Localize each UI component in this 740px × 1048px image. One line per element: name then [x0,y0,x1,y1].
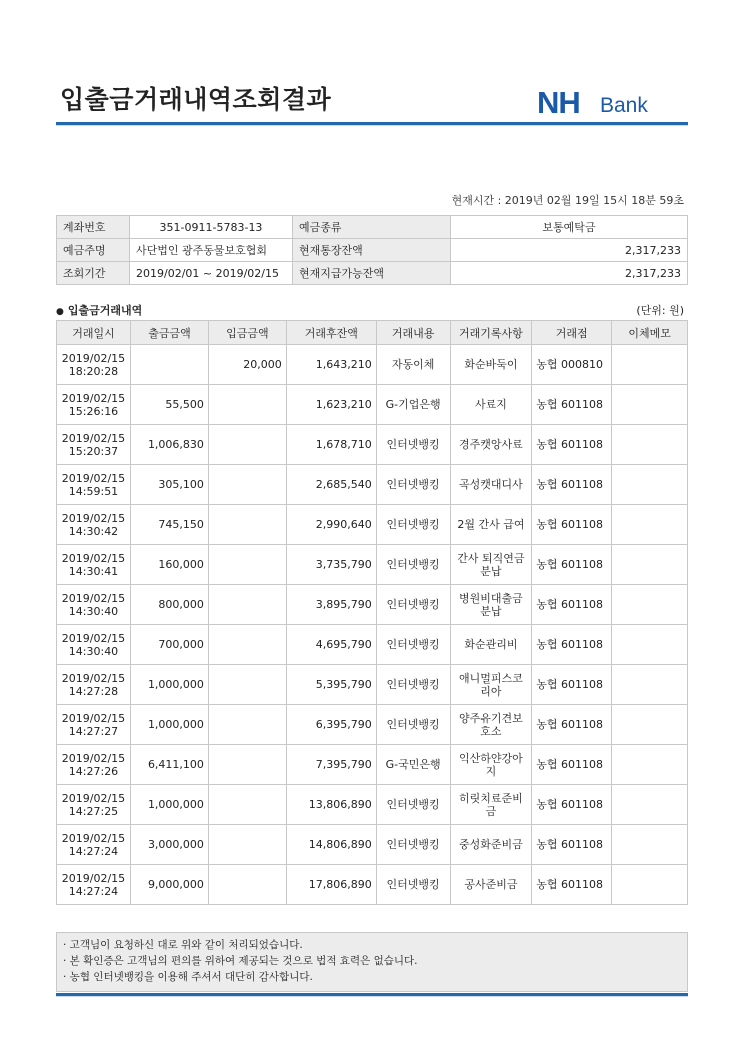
table-row [57,505,688,545]
cell-withdraw: 1,000,000 [130,705,208,745]
cell-balance: 7,395,790 [286,745,376,785]
cell-content: 인터넷뱅킹 [376,505,450,545]
cell-time: 14:30:40 [68,644,119,658]
cell-transfer-memo [612,465,688,505]
bullet-icon: ● [56,307,64,317]
cell-deposit [208,745,286,785]
notice-box [56,932,688,992]
cell-branch: 농협 601108 [532,825,612,865]
cell-time: 14:27:24 [68,884,119,898]
table-row [57,425,688,465]
col-header-datetime: 거래일시 [57,321,131,345]
cell-datetime [57,385,131,425]
cell-balance: 2,990,640 [286,505,376,545]
cell-branch: 농협 601108 [532,665,612,705]
section-title [56,302,142,318]
cell-withdraw: 3,000,000 [130,825,208,865]
col-header-withdraw: 출금금액 [130,321,208,345]
cell-branch: 농협 601108 [532,545,612,585]
cell-transfer-memo [612,345,688,385]
table-row [57,345,688,385]
col-header-branch: 거래점 [532,321,612,345]
cell-memo: 화순관리비 [450,625,532,665]
cell-content: 인터넷뱅킹 [376,865,450,905]
cell-time: 14:27:28 [68,684,119,698]
account-number-label: 계좌번호 [57,216,130,239]
cell-time: 14:27:25 [68,804,119,818]
cell-content: 인터넷뱅킹 [376,825,450,865]
cell-memo: 곡성캣대디사 [450,465,532,505]
col-header-deposit: 입금금액 [208,321,286,345]
owner-label: 예금주명 [57,239,130,262]
cell-content: 인터넷뱅킹 [376,785,450,825]
cell-date: 2019/02/15 [61,511,126,525]
cell-deposit [208,465,286,505]
logo-nh: NH [537,85,580,120]
cell-deposit [208,425,286,465]
cell-deposit [208,785,286,825]
cell-content: 인터넷뱅킹 [376,705,450,745]
table-row [57,705,688,745]
cell-time: 14:30:40 [68,604,119,618]
cell-branch: 농협 601108 [532,705,612,745]
period-value: 2019/02/01 ~ 2019/02/15 [130,262,293,285]
cell-date: 2019/02/15 [61,751,126,765]
cell-deposit [208,625,286,665]
period-label: 조회기간 [57,262,130,285]
cell-content: 자동이체 [376,345,450,385]
cell-datetime [57,465,131,505]
cell-branch: 농협 601108 [532,625,612,665]
cell-balance: 4,695,790 [286,625,376,665]
cell-deposit [208,825,286,865]
cell-memo: 중성화준비금 [450,825,532,865]
cell-deposit [208,585,286,625]
balance-value: 2,317,233 [451,239,688,262]
cell-deposit: 20,000 [208,345,286,385]
cell-content: 인터넷뱅킹 [376,425,450,465]
cell-balance: 5,395,790 [286,665,376,705]
cell-date: 2019/02/15 [61,631,126,645]
cell-balance: 1,643,210 [286,345,376,385]
cell-memo: 화순바둑이 [450,345,532,385]
cell-transfer-memo [612,865,688,905]
cell-transfer-memo [612,825,688,865]
transactions-table [56,320,688,905]
cell-transfer-memo [612,665,688,705]
cell-deposit [208,385,286,425]
footer-divider-light [56,996,688,997]
cell-date: 2019/02/15 [61,391,126,405]
cell-content: 인터넷뱅킹 [376,585,450,625]
cell-withdraw: 700,000 [130,625,208,665]
table-row [57,745,688,785]
cell-withdraw: 6,411,100 [130,745,208,785]
cell-withdraw: 1,000,000 [130,665,208,705]
owner-value: 사단법인 광주동물보호협회 [130,239,293,262]
table-row [57,625,688,665]
account-number-value: 351-0911-5783-13 [130,216,293,239]
cell-branch: 농협 601108 [532,865,612,905]
cell-content: G-국민은행 [376,745,450,785]
balance-label: 현재통장잔액 [293,239,451,262]
header-divider-light [56,125,688,126]
info-row [57,239,688,262]
cell-withdraw: 160,000 [130,545,208,585]
cell-datetime [57,785,131,825]
cell-content: 인터넷뱅킹 [376,465,450,505]
deposit-type-label: 예금종류 [293,216,451,239]
cell-date: 2019/02/15 [61,551,126,565]
col-header-transfer-memo: 이체메모 [612,321,688,345]
cell-date: 2019/02/15 [61,831,126,845]
logo-bank: Bank [600,94,648,117]
cell-transfer-memo [612,545,688,585]
nh-bank-logo [537,86,667,120]
cell-time: 14:27:26 [68,764,119,778]
cell-branch: 농협 601108 [532,505,612,545]
cell-branch: 농협 000810 [532,345,612,385]
cell-withdraw [130,345,208,385]
page-title: 입출금거래내역조회결과 [60,85,332,114]
cell-withdraw: 745,150 [130,505,208,545]
cell-datetime [57,665,131,705]
cell-memo: 히릿치료준비금 [450,785,532,825]
cell-date: 2019/02/15 [61,671,126,685]
cell-transfer-memo [612,625,688,665]
table-row [57,545,688,585]
cell-withdraw: 55,500 [130,385,208,425]
col-header-content: 거래내용 [376,321,450,345]
cell-memo: 간사 퇴직연금 분납 [450,545,532,585]
cell-date: 2019/02/15 [61,591,126,605]
cell-date: 2019/02/15 [61,351,126,365]
notice-line: · 본 확인증은 고객님의 편의를 위하여 제공되는 것으로 법적 효력은 없습니다. [63,955,418,967]
cell-content: 인터넷뱅킹 [376,545,450,585]
cell-datetime [57,705,131,745]
cell-datetime [57,545,131,585]
table-row [57,385,688,425]
cell-balance: 3,735,790 [286,545,376,585]
cell-branch: 농협 601108 [532,385,612,425]
available-label: 현재지급가능잔액 [293,262,451,285]
cell-datetime [57,425,131,465]
cell-memo: 양주유기견보호소 [450,705,532,745]
cell-datetime [57,625,131,665]
available-value: 2,317,233 [451,262,688,285]
current-time: 현재시간 : 2019년 02월 19일 15시 18분 59초 [451,194,684,207]
info-row [57,262,688,285]
cell-deposit [208,665,286,705]
cell-memo: 2월 간사 급여 [450,505,532,545]
table-row [57,585,688,625]
cell-withdraw: 9,000,000 [130,865,208,905]
table-row [57,825,688,865]
cell-time: 18:20:28 [68,364,119,378]
cell-balance: 17,806,890 [286,865,376,905]
cell-datetime [57,865,131,905]
cell-time: 14:27:27 [68,724,119,738]
cell-time: 14:27:24 [68,844,119,858]
table-row [57,465,688,505]
cell-memo: 사료지 [450,385,532,425]
cell-branch: 농협 601108 [532,785,612,825]
cell-time: 14:59:51 [68,484,119,498]
col-header-memo: 거래기록사항 [450,321,532,345]
table-header-row [57,321,688,345]
deposit-type-value: 보통예탁금 [451,216,688,239]
cell-time: 14:30:41 [68,564,119,578]
unit-label: (단위: 원) [636,304,684,317]
cell-balance: 3,895,790 [286,585,376,625]
cell-transfer-memo [612,425,688,465]
cell-date: 2019/02/15 [61,791,126,805]
cell-date: 2019/02/15 [61,871,126,885]
cell-deposit [208,865,286,905]
cell-memo: 공사준비금 [450,865,532,905]
cell-date: 2019/02/15 [61,711,126,725]
cell-datetime [57,585,131,625]
cell-withdraw: 800,000 [130,585,208,625]
cell-balance: 1,623,210 [286,385,376,425]
cell-datetime [57,745,131,785]
cell-memo: 애니멀피스코리아 [450,665,532,705]
info-row [57,216,688,239]
cell-transfer-memo [612,745,688,785]
cell-transfer-memo [612,705,688,745]
cell-datetime [57,345,131,385]
cell-deposit [208,705,286,745]
notice-line: · 농협 인터넷뱅킹을 이용해 주셔서 대단히 감사합니다. [63,971,313,983]
cell-memo: 익산하얀강아지 [450,745,532,785]
table-row [57,865,688,905]
cell-deposit [208,545,286,585]
table-row [57,665,688,705]
cell-memo: 병원비대출금 분납 [450,585,532,625]
cell-withdraw: 1,000,000 [130,785,208,825]
cell-transfer-memo [612,585,688,625]
cell-memo: 경주캣앙사료 [450,425,532,465]
cell-date: 2019/02/15 [61,431,126,445]
cell-balance: 1,678,710 [286,425,376,465]
cell-balance: 14,806,890 [286,825,376,865]
cell-balance: 13,806,890 [286,785,376,825]
cell-content: 인터넷뱅킹 [376,625,450,665]
cell-withdraw: 1,006,830 [130,425,208,465]
cell-time: 15:20:37 [68,444,119,458]
cell-balance: 2,685,540 [286,465,376,505]
cell-content: G-기업은행 [376,385,450,425]
cell-transfer-memo [612,385,688,425]
cell-transfer-memo [612,785,688,825]
account-info-table [56,215,688,285]
cell-time: 14:30:42 [68,524,119,538]
cell-balance: 6,395,790 [286,705,376,745]
cell-branch: 농협 601108 [532,745,612,785]
section-title-text: 입출금거래내역 [67,304,143,317]
table-row [57,785,688,825]
cell-datetime [57,825,131,865]
cell-time: 15:26:16 [68,404,119,418]
notice-line: · 고객님이 요청하신 대로 위와 같이 처리되었습니다. [63,939,303,951]
cell-withdraw: 305,100 [130,465,208,505]
col-header-balance: 거래후잔액 [286,321,376,345]
cell-datetime [57,505,131,545]
cell-branch: 농협 601108 [532,585,612,625]
cell-deposit [208,505,286,545]
cell-branch: 농협 601108 [532,425,612,465]
cell-branch: 농협 601108 [532,465,612,505]
cell-transfer-memo [612,505,688,545]
cell-content: 인터넷뱅킹 [376,665,450,705]
cell-date: 2019/02/15 [61,471,126,485]
